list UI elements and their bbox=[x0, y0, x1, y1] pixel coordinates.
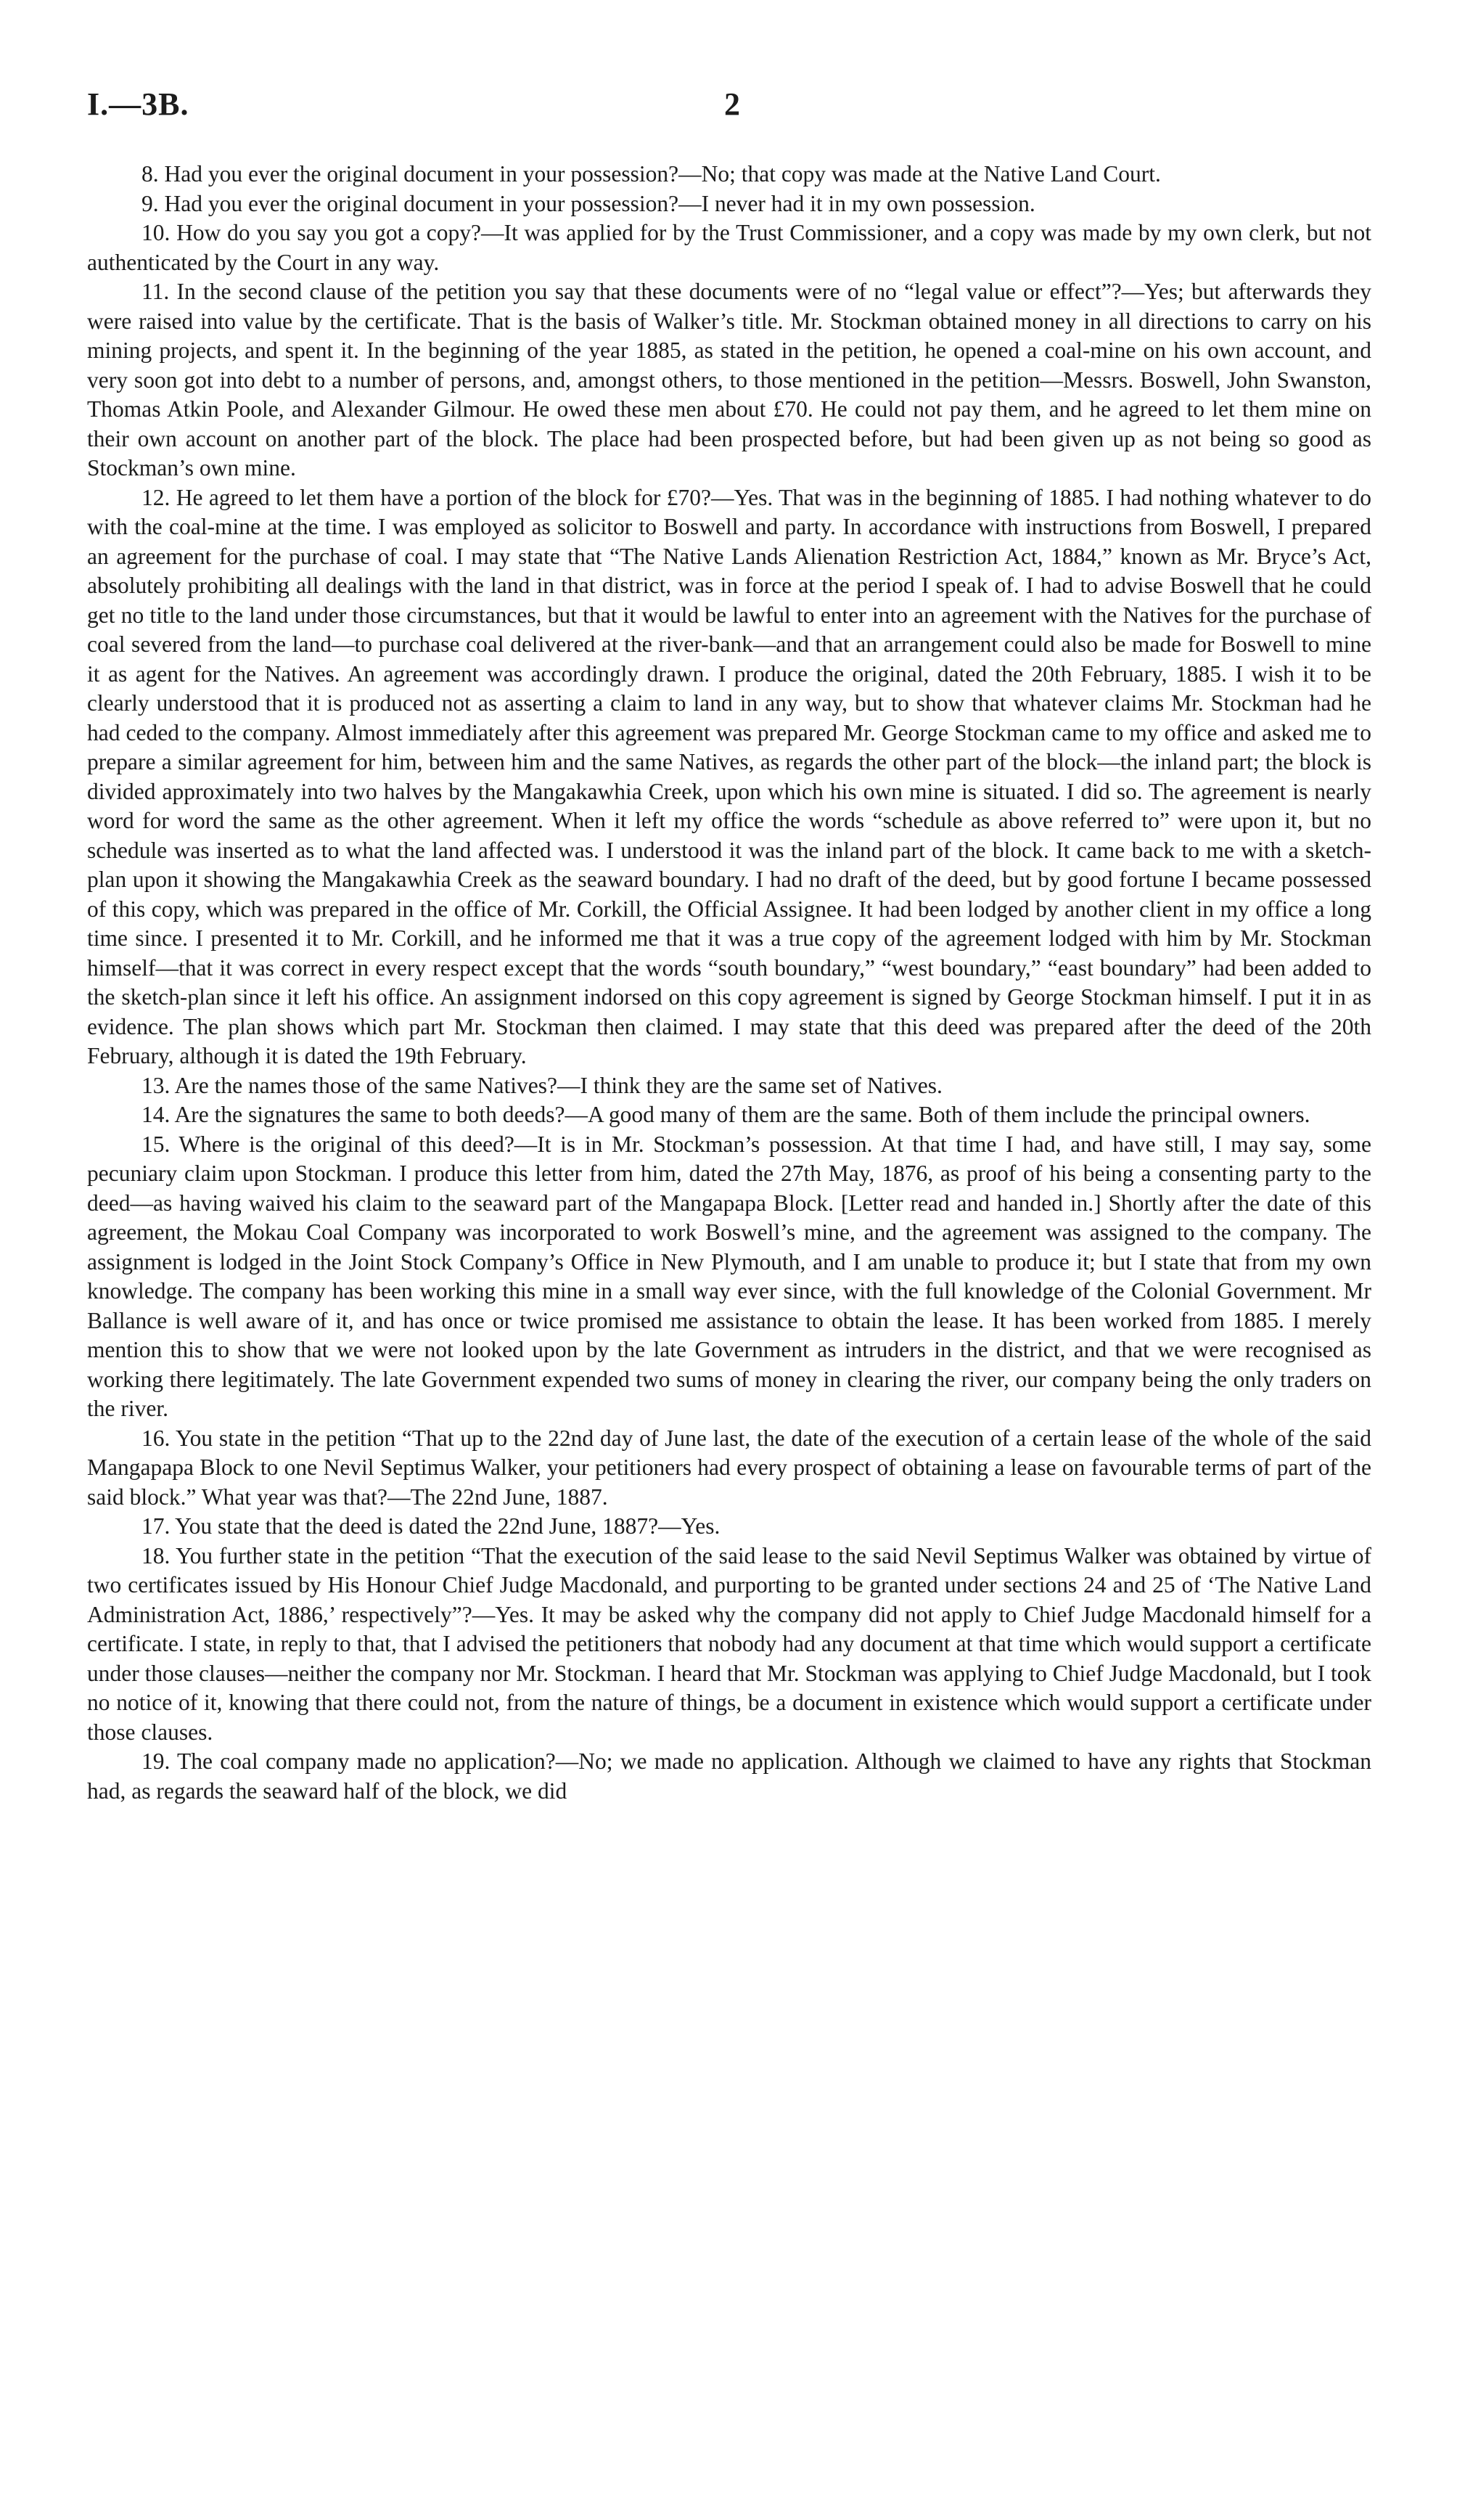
paragraph-q8: 8. Had you ever the original document in your possession?—No; that copy was made at the Native Land Court. bbox=[141, 161, 1161, 187]
document-reference: I.—3B. bbox=[87, 86, 189, 122]
page-number: 2 bbox=[724, 86, 740, 122]
document-body bbox=[87, 160, 1371, 1806]
paragraph-q19: 19. The coal company made no application?—No; we made no application. Although we claimed to have any rights that Stockman had, as regards the seaward half of the block, we did bbox=[87, 1748, 1371, 1804]
paragraph-q11: 11. In the second clause of the petition you say that these documents were of no “legal value or effect”?—Yes; but afterwards they were raised into value by the certificate. That is the basis of Walker’s title. Mr. Stockman obtained money in all directions to carry on his mining projects, and spent it. In the beginning of the year 1885, as stated in the petition, he opened a coal-mine on his own account, and very soon got into debt to a number of persons, and, amongst others, to those mentioned in the petition—Messrs. Boswell, John Swanston, Thomas Atkin Poole, and Alexander Gilmour. He owed these men about £70. He could not pay them, and he agreed to let them mine on their own account on another part of the block. The place had been prospected before, but had been given up as not being so good as Stockman’s own mine. bbox=[87, 279, 1371, 480]
paragraph-q12: 12. He agreed to let them have a portion of the block for £70?—Yes. That was in the beginning of 1885. I had nothing whatever to do with the coal-mine at the time. I was employed as solicitor to Boswell and party. In accordance with instructions from Boswell, I prepared an agreement for the purchase of coal. I may state that “The Native Lands Alienation Restriction Act, 1884,” known as Mr. Bryce’s Act, absolutely prohibiting all dealings with the land in that district, was in force at the period I speak of. I had to advise Boswell that he could get no title to the land under those circumstances, but that it would be lawful to enter into an agreement with the Natives for the purchase of coal severed from the land—to purchase coal delivered at the river-bank—and that an arrangement could also be made for Boswell to mine it as agent for the Natives. An agreement was accordingly drawn. I produce the original, dated the 20th February, 1885. I wish it to be clearly understood that it is produced not as asserting a claim to land in any way, but to show that whatever claims Mr. Stockman had he had ceded to the company. Almost immediately after this agreement was prepared Mr. George Stockman came to my office and asked me to prepare a similar agreement for him, between him and the same Natives, as regards the other part of the block—the inland part; the block is divided approximately into two halves by the Mangakawhia Creek, upon which his own mine is situated. I did so. The agreement is nearly word for word the same as the other agreement. When it left my office the words “schedule as above referred to” were upon it, but no schedule was inserted as to what the land affected was. I understood it was the inland part of the block. It came back to me with a sketch-plan upon it showing the Mangakawhia Creek as the seaward boundary. I had no draft of the deed, but by good fortune I became possessed of this copy, which was prepared in the office of Mr. Corkill, the Official Assignee. It had been lodged by another client in my office a long time since. I presented it to Mr. Corkill, and he informed me that it was a true copy of the agreement lodged with him by Mr. Stockman himself—that it was correct in every respect except that the words “south boundary,” “west boundary,” “east boundary” had been added to the sketch-plan since it left his office. An assignment indorsed on this copy agreement is signed by George Stockman himself. I put it in as evidence. The plan shows which part Mr. Stockman then claimed. I may state that this deed was prepared after the deed of the 20th February, although it is dated the 19th February. bbox=[87, 484, 1371, 1068]
paragraph-q13: 13. Are the names those of the same Natives?—I think they are the same set of Natives. bbox=[141, 1072, 943, 1098]
paragraph-q15: 15. Where is the original of this deed?—It is in Mr. Stockman’s possession. At that time I had, and have still, I may say, some pecuniary claim upon Stockman. I produce this letter from him, dated the 27th May, 1876, as proof of his being a consenting party to the deed—as having waived his claim to the seaward part of the Mangapapa Block. [Letter read and handed in.] Shortly after the date of this agreement, the Mokau Coal Company was incorporated to work Boswell’s mine, and the agreement was assigned to the company. The assignment is lodged in the Joint Stock Company’s Office in New Plymouth, and I am unable to produce it; but I state that from my own knowledge. The company has been working this mine in a small way ever since, with the full knowledge of the Colonial Government. Mr Ballance is well aware of it, and has once or twice promised me assistance to obtain the lease. It has been worked from 1885. I merely mention this to show that we were not looked upon by the late Government as intruders in the district, and that we were recognised as working there legitimately. The late Government expended two sums of money in clearing the river, our company being the only traders on the river. bbox=[87, 1131, 1371, 1421]
paragraph-q17: 17. You state that the deed is dated the 22nd June, 1887?—Yes. bbox=[141, 1513, 721, 1539]
paragraph-q14: 14. Are the signatures the same to both deeds?—A good many of them are the same. Both of them include the principal owners. bbox=[141, 1102, 1310, 1127]
paragraph-q18: 18. You further state in the petition “That the execution of the said lease to the said Nevil Septimus Walker was obtained by virtue of two certificates issued by His Honour Chief Judge Macdonald, and purporting to be granted under sections 24 and 25 of ‘The Native Land Administration Act, 1886,’ respectively”?—Yes. It may be asked why the company did not apply to Chief Judge Macdonald himself for a certificate. I state, in reply to that, that I advised the petitioners that nobody had any document at that time which would support a certificate under those clauses—neither the company nor Mr. Stockman. I heard that Mr. Stockman was applying to Chief Judge Macdonald, but I took no notice of it, knowing that there could not, from the nature of things, be a document in existence which would support a certificate under those clauses. bbox=[87, 1542, 1371, 1745]
paragraph-q10: 10. How do you say you got a copy?—It was applied for by the Trust Commissioner, and a copy was made by my own clerk, but not authenticated by the Court in any way. bbox=[87, 220, 1371, 275]
paragraph-q16: 16. You state in the petition “That up to the 22nd day of June last, the date of the execution of a certain lease of the whole of the said Mangapapa Block to one Nevil Septimus Walker, your petitioners had every prospect of obtaining a lease on favourable terms of part of the said block.” What year was that?—The 22nd June, 1887. bbox=[87, 1425, 1371, 1510]
page-header bbox=[87, 86, 1379, 136]
paragraph-q9: 9. Had you ever the original document in your possession?—I never had it in my own possession. bbox=[141, 190, 1035, 216]
